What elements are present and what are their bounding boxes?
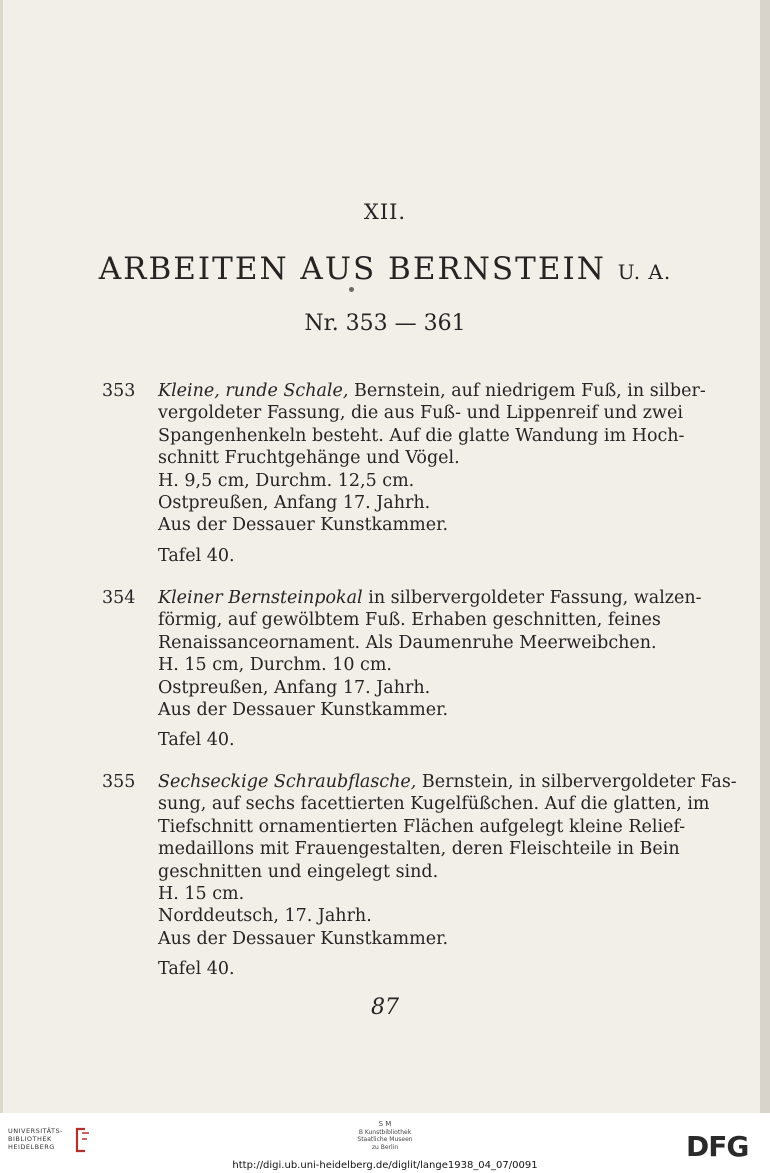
- entry-line: Kleiner Bernsteinpokal in silbervergoldeter Fassung, walzen-: [158, 588, 702, 608]
- entry-line: förmig, auf gewölbtem Fuß. Erhaben geschnitten, feines: [158, 610, 661, 631]
- entry-origin: Norddeutsch, 17. Jahrh.: [158, 906, 372, 927]
- catalog-entry-353: [102, 380, 706, 567]
- entry-plate: Tafel 40.: [158, 959, 235, 980]
- page-edge-left: [0, 0, 3, 1113]
- entry-line: medaillons mit Frauengestalten, deren Fleischteile in Bein: [158, 839, 680, 860]
- entry-number: 354: [102, 588, 136, 608]
- page-number: 87: [371, 995, 399, 1020]
- section-title-suffix: U. A.: [617, 260, 672, 284]
- entry-line: geschnitten und eingelegt sind.: [158, 861, 439, 882]
- entry-line: Kleine, runde Schale, Bernstein, auf niedrigem Fuß, in silber-: [158, 381, 706, 401]
- entry-name: Sechseckige Schraubflasche,: [158, 772, 417, 792]
- entry-line: Sechseckige Schraubflasche, Bernstein, in silbervergoldeter Fas-: [158, 772, 737, 792]
- ornament-dot: [349, 287, 354, 292]
- entry-plate: Tafel 40.: [158, 730, 235, 751]
- section-title: [0, 251, 770, 287]
- dfg-logo[interactable]: DFG: [686, 1130, 749, 1163]
- entry-name: Kleine, runde Schale,: [158, 381, 349, 401]
- catalog-entry-354: [102, 587, 702, 752]
- entry-provenance: Aus der Dessauer Kunstkammer.: [158, 700, 449, 721]
- entry-provenance: Aus der Dessauer Kunstkammer.: [158, 515, 449, 536]
- entry-origin: Ostpreußen, Anfang 17. Jahrh.: [158, 493, 431, 514]
- entry-line: Spangenhenkeln besteht. Auf die glatte Wandung im Hoch-: [158, 425, 685, 446]
- entry-line: schnitt Fruchtgehänge und Vögel.: [158, 448, 460, 469]
- entry-dimensions: H. 15 cm, Durchm. 10 cm.: [158, 655, 392, 676]
- section-number: XII.: [363, 200, 407, 224]
- entry-line: Tiefschnitt ornamentierten Flächen aufgelegt kleine Relief-: [158, 816, 686, 837]
- library-logo-text[interactable]: UNIVERSITÄTS- BIBLIOTHEK HEIDELBERG: [8, 1127, 63, 1151]
- entry-dimensions: H. 15 cm.: [158, 884, 245, 905]
- entry-number: 355: [102, 772, 136, 792]
- entry-line: Renaissanceornament. Als Daumenruhe Meerweibchen.: [158, 632, 657, 653]
- museum-credit: S M B Kunstbibliothek Staatliche Museen zu Berlin: [357, 1120, 413, 1151]
- entry-number: 353: [102, 381, 136, 401]
- entry-name: Kleiner Bernsteinpokal: [158, 588, 363, 608]
- entry-dimensions: H. 9,5 cm, Durchm. 12,5 cm.: [158, 470, 415, 491]
- catalog-range: Nr. 353 — 361: [304, 311, 466, 336]
- entry-plate: Tafel 40.: [158, 545, 235, 566]
- entry-origin: Ostpreußen, Anfang 17. Jahrh.: [158, 677, 431, 698]
- entry-provenance: Aus der Dessauer Kunstkammer.: [158, 928, 449, 949]
- permalink-url[interactable]: http://digi.ub.uni-heidelberg.de/diglit/lange1938_04_07/0091: [232, 1160, 538, 1171]
- page-edge-right: [760, 0, 770, 1113]
- section-title-main: ARBEITEN AUS BERNSTEIN: [98, 251, 606, 287]
- entry-line: vergoldeter Fassung, die aus Fuß- und Lippenreif und zwei: [158, 403, 683, 424]
- library-emblem-icon[interactable]: [71, 1127, 93, 1153]
- catalog-entry-355: [102, 771, 737, 981]
- entry-line: sung, auf sechs facettierten Kugelfüßchen. Auf die glatten, im: [158, 794, 710, 815]
